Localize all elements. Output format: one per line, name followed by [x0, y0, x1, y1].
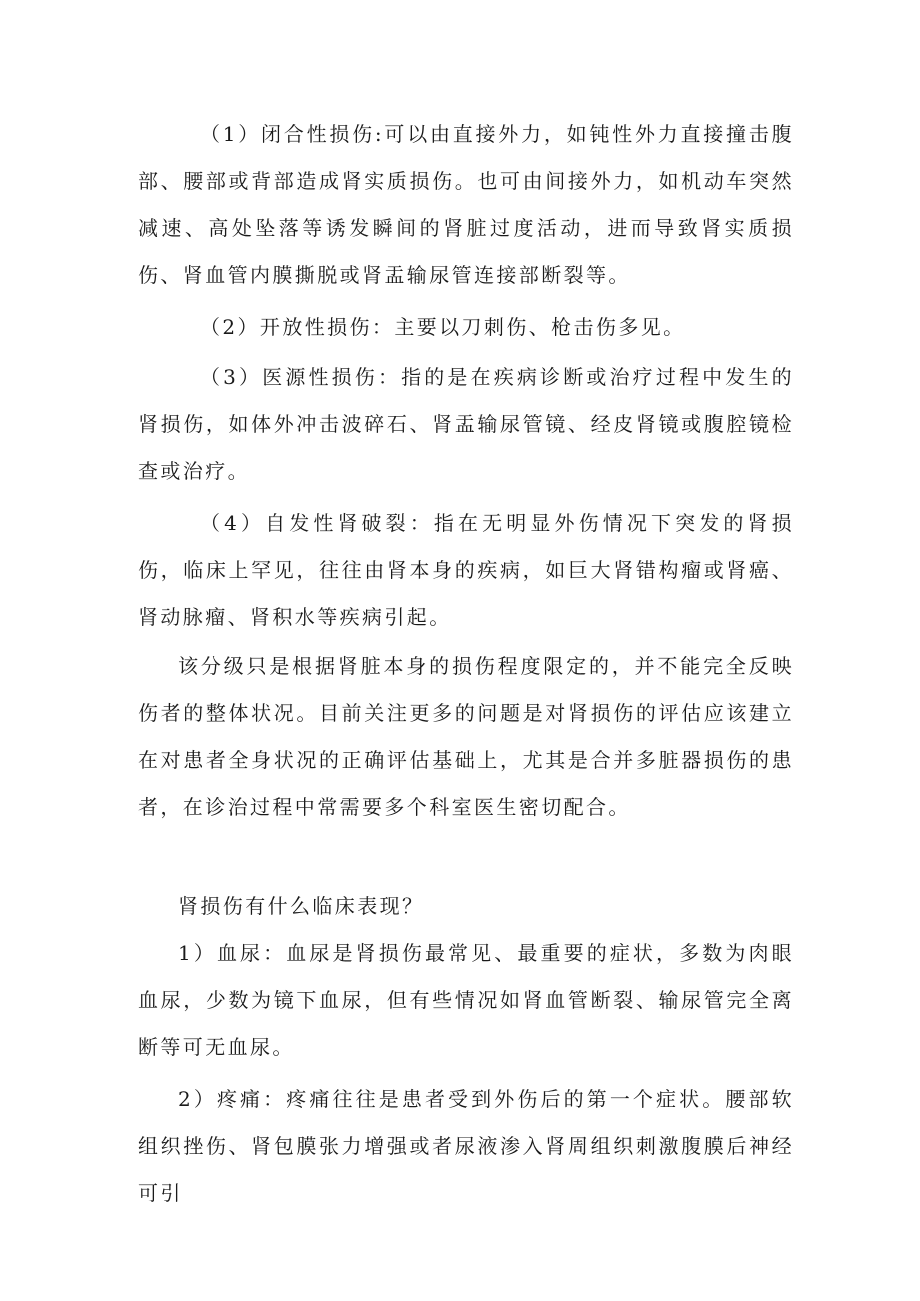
paragraph-grading-note: 该分级只是根据肾脏本身的损伤程度限定的，并不能完全反映伤者的整体状况。目前关注更多的问题是对肾损伤的评估应该建立在对患者全身状况的正确评估基础上，尤其是合并多脏器损伤的患者，在诊治过程中常需要多个科室医生密切配合。: [138, 654, 794, 819]
paragraph-pain: 2）疼痛：疼痛往往是患者受到外伤后的第一个症状。腰部软组织挫伤、肾包膜张力增强或者尿液渗入肾周组织刺激腹膜后神经可引: [138, 1087, 794, 1205]
paragraph-hematuria: 1）血尿：血尿是肾损伤最常见、最重要的症状，多数为肉眼血尿，少数为镜下血尿，但有些情况如肾血管断裂、输尿管完全离断等可无血尿。: [138, 941, 794, 1059]
section-heading-clinical-manifestations: 肾损伤有什么临床表现？: [178, 894, 425, 918]
paragraph-spontaneous-rupture: （4）自发性肾破裂：指在无明显外伤情况下突发的肾损伤，临床上罕见，往往由肾本身的疾病，如巨大肾错构瘤或肾癌、肾动脉瘤、肾积水等疾病引起。: [138, 511, 794, 629]
paragraph-iatrogenic-injury: （3）医源性损伤：指的是在疾病诊断或治疗过程中发生的肾损伤，如体外冲击波碎石、肾盂输尿管镜、经皮肾镜或腹腔镜检查或治疗。: [138, 365, 794, 483]
paragraph-open-injury: （2）开放性损伤：主要以刀刺伤、枪击伤多见。: [200, 315, 686, 339]
paragraph-closed-injury: （1）闭合性损伤:可以由直接外力，如钝性外力直接撞击腹部、腰部或背部造成肾实质损伤。也可由间接外力，如机动车突然减速、高处坠落等诱发瞬间的肾脏过度活动，进而导致肾实质损伤、肾血管内膜撕脱或肾盂输尿管连接部断裂等。: [138, 122, 794, 287]
